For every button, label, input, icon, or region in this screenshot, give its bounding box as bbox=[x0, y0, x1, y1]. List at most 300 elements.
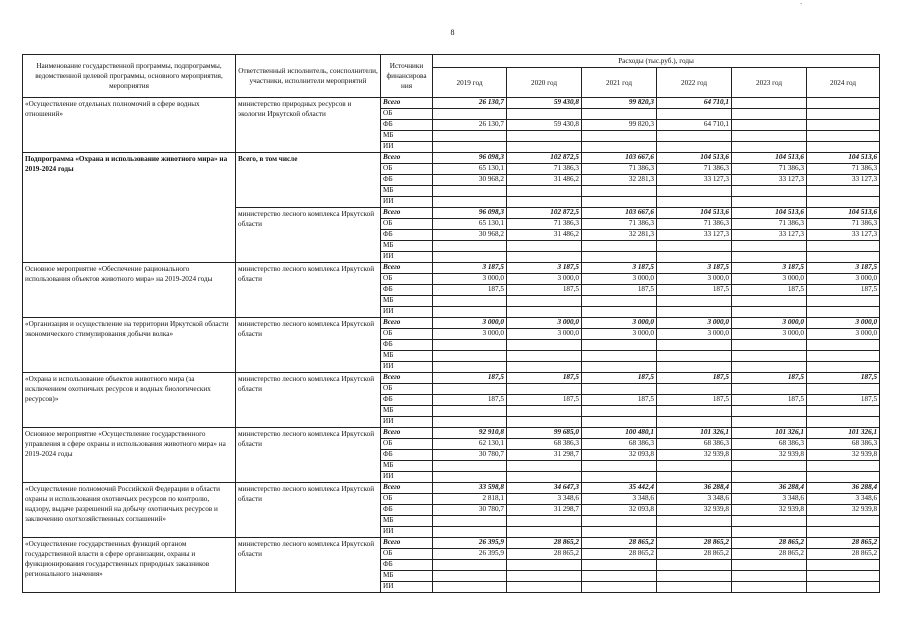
expense-value bbox=[582, 340, 657, 351]
expense-value bbox=[732, 527, 807, 538]
funding-source: Всего bbox=[381, 98, 433, 109]
expense-value bbox=[582, 571, 657, 582]
expense-value bbox=[807, 560, 880, 571]
expense-value bbox=[732, 571, 807, 582]
funding-source: Всего bbox=[381, 318, 433, 329]
expense-value bbox=[732, 131, 807, 142]
expense-value: 187,5 bbox=[732, 373, 807, 384]
expense-value bbox=[433, 560, 507, 571]
expense-value: 3 000,0 bbox=[807, 318, 880, 329]
expense-value bbox=[582, 406, 657, 417]
expense-value: 71 386,3 bbox=[582, 164, 657, 175]
expense-value: 3 000,0 bbox=[657, 329, 732, 340]
table-row bbox=[23, 98, 880, 109]
expense-value bbox=[433, 307, 507, 318]
expense-value bbox=[582, 527, 657, 538]
expense-value: 31 486,2 bbox=[507, 230, 582, 241]
expense-value: 187,5 bbox=[582, 285, 657, 296]
expense-value: 104 513,6 bbox=[807, 153, 880, 164]
expense-value bbox=[507, 351, 582, 362]
expense-value: 3 000,0 bbox=[657, 318, 732, 329]
expense-value bbox=[732, 120, 807, 131]
expense-value: 71 386,3 bbox=[582, 219, 657, 230]
expense-value: 187,5 bbox=[507, 285, 582, 296]
expense-value: 71 386,3 bbox=[507, 219, 582, 230]
funding-source: ФБ bbox=[381, 505, 433, 516]
executor-cell: министерство лесного комплекса Иркутской области bbox=[236, 538, 381, 593]
expense-value: 187,5 bbox=[582, 373, 657, 384]
funding-source: ОБ bbox=[381, 384, 433, 395]
expense-value bbox=[732, 406, 807, 417]
expense-value bbox=[732, 362, 807, 373]
expense-value bbox=[433, 516, 507, 527]
expense-value: 187,5 bbox=[433, 285, 507, 296]
expense-value: 187,5 bbox=[582, 395, 657, 406]
expense-value: 68 386,3 bbox=[507, 439, 582, 450]
expense-value: 33 127,3 bbox=[657, 175, 732, 186]
expense-value bbox=[433, 142, 507, 153]
executor-cell: министерство лесного комплекса Иркутской области bbox=[236, 208, 381, 263]
expense-value: 92 910,8 bbox=[433, 428, 507, 439]
header-year: 2022 год bbox=[657, 68, 732, 98]
expense-value: 36 288,4 bbox=[732, 483, 807, 494]
expense-value bbox=[807, 109, 880, 120]
expense-value bbox=[507, 307, 582, 318]
header-name: Наименование государственной программы, подпрограммы, ведомственной целевой программы, основного мероприятия, мероприятия bbox=[23, 55, 236, 98]
expense-value bbox=[507, 362, 582, 373]
expense-value: 3 000,0 bbox=[582, 329, 657, 340]
expense-value bbox=[507, 560, 582, 571]
table-row bbox=[23, 483, 880, 494]
expense-value bbox=[807, 186, 880, 197]
expense-value bbox=[657, 296, 732, 307]
expense-value bbox=[507, 571, 582, 582]
expense-value: 30 780,7 bbox=[433, 505, 507, 516]
expense-value bbox=[433, 527, 507, 538]
expense-value: 71 386,3 bbox=[732, 219, 807, 230]
expense-value: 32 939,8 bbox=[807, 505, 880, 516]
expense-value: 187,5 bbox=[807, 373, 880, 384]
expense-value bbox=[507, 142, 582, 153]
funding-source: ФБ bbox=[381, 230, 433, 241]
expense-value: 3 000,0 bbox=[507, 318, 582, 329]
expense-value bbox=[582, 197, 657, 208]
expense-value bbox=[657, 252, 732, 263]
expense-value: 3 187,5 bbox=[507, 263, 582, 274]
expense-value bbox=[433, 472, 507, 483]
expense-value bbox=[582, 131, 657, 142]
expense-value bbox=[582, 560, 657, 571]
funding-source: ОБ bbox=[381, 329, 433, 340]
funding-source: ИИ bbox=[381, 582, 433, 593]
corner-mark: ` bbox=[800, 2, 803, 10]
expense-value: 32 939,8 bbox=[732, 450, 807, 461]
expense-value: 59 430,8 bbox=[507, 98, 582, 109]
expense-value: 102 872,5 bbox=[507, 208, 582, 219]
expense-value: 32 939,8 bbox=[657, 450, 732, 461]
expense-value: 68 386,3 bbox=[582, 439, 657, 450]
header-source: Источники финансирова ния bbox=[381, 55, 433, 98]
header-expenses: Расходы (тыс.руб.), годы bbox=[433, 55, 880, 68]
funding-source: МБ bbox=[381, 241, 433, 252]
expense-value: 3 000,0 bbox=[807, 274, 880, 285]
expense-value: 31 486,2 bbox=[507, 175, 582, 186]
expense-value: 28 865,2 bbox=[582, 549, 657, 560]
funding-source: ОБ bbox=[381, 494, 433, 505]
expense-value: 96 098,3 bbox=[433, 208, 507, 219]
expense-value: 3 187,5 bbox=[732, 263, 807, 274]
expense-value bbox=[732, 98, 807, 109]
expense-value: 68 386,3 bbox=[657, 439, 732, 450]
program-name: «Осуществление полномочий Российской Федерации в области охраны и использования охотничьих ресурсов по контролю, надзору, выдаче разрешений на добычу охотничьих ресурсов и заключению охотхозяйственных соглашений» bbox=[23, 483, 236, 538]
expense-value: 104 513,6 bbox=[807, 208, 880, 219]
expense-value bbox=[507, 131, 582, 142]
executor-cell: Всего, в том числе bbox=[236, 153, 381, 208]
expense-value bbox=[807, 241, 880, 252]
funding-source: Всего bbox=[381, 153, 433, 164]
executor-cell: министерство природных ресурсов и экологии Иркутской области bbox=[236, 98, 381, 153]
funding-source: ИИ bbox=[381, 252, 433, 263]
expense-value bbox=[807, 406, 880, 417]
funding-source: ИИ bbox=[381, 417, 433, 428]
executor-cell: министерство лесного комплекса Иркутской области bbox=[236, 373, 381, 428]
expense-value: 32 281,3 bbox=[582, 175, 657, 186]
funding-source: Всего bbox=[381, 373, 433, 384]
expense-value bbox=[732, 142, 807, 153]
expense-value bbox=[507, 417, 582, 428]
funding-source: ОБ bbox=[381, 164, 433, 175]
expense-value: 26 395,9 bbox=[433, 549, 507, 560]
expense-value bbox=[657, 472, 732, 483]
funding-source: ОБ bbox=[381, 274, 433, 285]
expense-value bbox=[657, 560, 732, 571]
expense-value bbox=[582, 142, 657, 153]
expense-value: 103 667,6 bbox=[582, 208, 657, 219]
expense-value bbox=[433, 131, 507, 142]
program-name: Основное мероприятие «Осуществление государственного управления в сфере охраны и использования животного мира» на 2019-2024 годы bbox=[23, 428, 236, 483]
expense-value: 3 000,0 bbox=[433, 274, 507, 285]
expense-value: 26 130,7 bbox=[433, 98, 507, 109]
expense-value bbox=[507, 109, 582, 120]
expense-value bbox=[433, 241, 507, 252]
expense-value bbox=[433, 406, 507, 417]
funding-source: ФБ bbox=[381, 175, 433, 186]
expense-value: 101 326,1 bbox=[732, 428, 807, 439]
funding-source: ФБ bbox=[381, 120, 433, 131]
expense-value bbox=[807, 142, 880, 153]
expense-value bbox=[582, 582, 657, 593]
expense-value bbox=[732, 461, 807, 472]
expense-value: 34 647,3 bbox=[507, 483, 582, 494]
header-executor: Ответственный исполнитель, соисполнители, участники, исполнители мероприятий bbox=[236, 55, 381, 98]
expense-value bbox=[582, 252, 657, 263]
expense-value bbox=[732, 307, 807, 318]
expense-value: 28 865,2 bbox=[732, 549, 807, 560]
expense-value: 187,5 bbox=[657, 395, 732, 406]
header-year: 2023 год bbox=[732, 68, 807, 98]
expense-value: 3 187,5 bbox=[657, 263, 732, 274]
funding-source: ИИ bbox=[381, 307, 433, 318]
expense-value bbox=[807, 307, 880, 318]
expense-value: 101 326,1 bbox=[657, 428, 732, 439]
expense-value: 187,5 bbox=[657, 373, 732, 384]
expense-value bbox=[732, 384, 807, 395]
expense-value: 96 098,3 bbox=[433, 153, 507, 164]
expense-value bbox=[507, 384, 582, 395]
funding-source: МБ bbox=[381, 461, 433, 472]
program-name: «Охрана и использование объектов животного мира (за исключением охотничьих ресурсов и водных биологических ресурсов)» bbox=[23, 373, 236, 428]
expense-value: 65 130,1 bbox=[433, 164, 507, 175]
expense-value: 3 000,0 bbox=[657, 274, 732, 285]
expense-value bbox=[732, 340, 807, 351]
expense-value bbox=[807, 296, 880, 307]
expense-value: 187,5 bbox=[807, 395, 880, 406]
expense-value: 187,5 bbox=[433, 395, 507, 406]
funding-source: Всего bbox=[381, 538, 433, 549]
expense-value: 3 348,6 bbox=[582, 494, 657, 505]
expense-value bbox=[807, 197, 880, 208]
table-row bbox=[23, 373, 880, 384]
expense-value: 71 386,3 bbox=[807, 164, 880, 175]
table-row bbox=[23, 318, 880, 329]
expense-value: 104 513,6 bbox=[657, 208, 732, 219]
expense-value bbox=[807, 417, 880, 428]
funding-source: ОБ bbox=[381, 109, 433, 120]
expense-value: 187,5 bbox=[732, 395, 807, 406]
expense-value bbox=[507, 197, 582, 208]
expense-value bbox=[582, 307, 657, 318]
funding-source: МБ bbox=[381, 296, 433, 307]
expense-value: 33 127,3 bbox=[807, 230, 880, 241]
expense-value bbox=[732, 472, 807, 483]
expense-value bbox=[582, 417, 657, 428]
expense-value bbox=[582, 362, 657, 373]
expense-value: 3 000,0 bbox=[582, 318, 657, 329]
expense-value bbox=[732, 560, 807, 571]
expense-value bbox=[807, 527, 880, 538]
expense-value bbox=[582, 109, 657, 120]
expense-value bbox=[807, 340, 880, 351]
executor-cell: министерство лесного комплекса Иркутской области bbox=[236, 483, 381, 538]
expense-value: 3 000,0 bbox=[582, 274, 657, 285]
expense-value: 2 818,1 bbox=[433, 494, 507, 505]
expense-value bbox=[732, 351, 807, 362]
expense-value: 187,5 bbox=[732, 285, 807, 296]
expense-value: 3 000,0 bbox=[433, 318, 507, 329]
funding-source: ФБ bbox=[381, 395, 433, 406]
program-name: «Осуществление государственных функций органом государственной власти в сфере организации, охраны и функционирования государственных природных заказников регионального значения» bbox=[23, 538, 236, 593]
expense-value bbox=[433, 384, 507, 395]
expense-value bbox=[732, 197, 807, 208]
expense-value bbox=[582, 296, 657, 307]
expense-value bbox=[507, 186, 582, 197]
expense-value: 3 187,5 bbox=[807, 263, 880, 274]
expense-value bbox=[807, 351, 880, 362]
expense-value: 30 780,7 bbox=[433, 450, 507, 461]
expense-value: 30 968,2 bbox=[433, 230, 507, 241]
expense-value: 3 000,0 bbox=[433, 329, 507, 340]
expense-value bbox=[507, 527, 582, 538]
expense-value bbox=[732, 417, 807, 428]
expense-value: 187,5 bbox=[807, 285, 880, 296]
expense-value: 30 968,2 bbox=[433, 175, 507, 186]
expense-value bbox=[657, 582, 732, 593]
expense-value: 3 187,5 bbox=[433, 263, 507, 274]
funding-source: ИИ bbox=[381, 197, 433, 208]
program-name: «Осуществление отдельных полномочий в сфере водных отношений» bbox=[23, 98, 236, 153]
funding-source: Всего bbox=[381, 483, 433, 494]
expense-value bbox=[807, 384, 880, 395]
expenses-table bbox=[22, 54, 880, 593]
expense-value: 32 939,8 bbox=[732, 505, 807, 516]
expense-value: 3 348,6 bbox=[807, 494, 880, 505]
expense-value bbox=[657, 351, 732, 362]
expense-value: 68 386,3 bbox=[807, 439, 880, 450]
expense-value bbox=[433, 351, 507, 362]
expense-value bbox=[657, 571, 732, 582]
funding-source: ИИ bbox=[381, 362, 433, 373]
program-name: Основное мероприятие «Обеспечение рационального использования объектов животного мира» на 2019-2024 годы bbox=[23, 263, 236, 318]
expense-value bbox=[732, 186, 807, 197]
header-year: 2019 год bbox=[433, 68, 507, 98]
expense-value bbox=[657, 131, 732, 142]
expense-value bbox=[582, 472, 657, 483]
funding-source: Всего bbox=[381, 428, 433, 439]
expense-value: 102 872,5 bbox=[507, 153, 582, 164]
expense-value: 64 710,1 bbox=[657, 98, 732, 109]
funding-source: МБ bbox=[381, 186, 433, 197]
expense-value: 103 667,6 bbox=[582, 153, 657, 164]
expense-value: 71 386,3 bbox=[657, 164, 732, 175]
expense-value bbox=[433, 417, 507, 428]
funding-source: ОБ bbox=[381, 439, 433, 450]
expense-value: 32 093,8 bbox=[582, 505, 657, 516]
funding-source: МБ bbox=[381, 351, 433, 362]
expense-value bbox=[807, 362, 880, 373]
expense-value bbox=[807, 472, 880, 483]
expense-value: 3 348,6 bbox=[507, 494, 582, 505]
expense-value: 104 513,6 bbox=[657, 153, 732, 164]
expense-value: 28 865,2 bbox=[807, 538, 880, 549]
expense-value: 33 127,3 bbox=[732, 175, 807, 186]
funding-source: ИИ bbox=[381, 527, 433, 538]
expense-value: 28 865,2 bbox=[732, 538, 807, 549]
expense-value bbox=[657, 362, 732, 373]
funding-source: МБ bbox=[381, 571, 433, 582]
expense-value: 59 430,8 bbox=[507, 120, 582, 131]
expense-value: 65 130,1 bbox=[433, 219, 507, 230]
expense-value bbox=[507, 406, 582, 417]
expense-value bbox=[807, 571, 880, 582]
expense-value: 3 000,0 bbox=[732, 318, 807, 329]
expense-value: 68 386,3 bbox=[732, 439, 807, 450]
expense-value: 100 480,1 bbox=[582, 428, 657, 439]
expense-value: 187,5 bbox=[433, 373, 507, 384]
executor-cell: министерство лесного комплекса Иркутской области bbox=[236, 428, 381, 483]
expense-value bbox=[657, 527, 732, 538]
expense-value bbox=[657, 241, 732, 252]
expense-value: 33 598,8 bbox=[433, 483, 507, 494]
funding-source: Всего bbox=[381, 208, 433, 219]
expense-value: 71 386,3 bbox=[732, 164, 807, 175]
table-row bbox=[23, 428, 880, 439]
funding-source: ФБ bbox=[381, 340, 433, 351]
funding-source: МБ bbox=[381, 516, 433, 527]
expense-value: 3 348,6 bbox=[657, 494, 732, 505]
expense-value bbox=[807, 461, 880, 472]
expense-value: 36 288,4 bbox=[807, 483, 880, 494]
expense-value: 71 386,3 bbox=[657, 219, 732, 230]
expense-value: 3 000,0 bbox=[732, 329, 807, 340]
expense-value: 32 939,8 bbox=[807, 450, 880, 461]
table-body bbox=[23, 98, 880, 593]
funding-source: ИИ bbox=[381, 142, 433, 153]
expense-value: 32 939,8 bbox=[657, 505, 732, 516]
expense-value bbox=[582, 186, 657, 197]
expense-value bbox=[507, 582, 582, 593]
expense-value bbox=[582, 516, 657, 527]
header-year: 2020 год bbox=[507, 68, 582, 98]
expense-value: 99 820,3 bbox=[582, 120, 657, 131]
executor-cell: министерство лесного комплекса Иркутской области bbox=[236, 263, 381, 318]
funding-source: Всего bbox=[381, 263, 433, 274]
expense-value bbox=[807, 120, 880, 131]
expense-value: 33 127,3 bbox=[807, 175, 880, 186]
expense-value bbox=[433, 362, 507, 373]
expense-value bbox=[433, 582, 507, 593]
expense-value: 32 281,3 bbox=[582, 230, 657, 241]
expense-value: 104 513,6 bbox=[732, 153, 807, 164]
program-name: «Организация и осуществление на территории Иркутской области экономического стимулирования добычи волка» bbox=[23, 318, 236, 373]
expense-value bbox=[582, 384, 657, 395]
expense-value: 3 000,0 bbox=[507, 274, 582, 285]
expense-value: 99 685,0 bbox=[507, 428, 582, 439]
funding-source: ИИ bbox=[381, 472, 433, 483]
expense-value bbox=[433, 186, 507, 197]
expense-value bbox=[732, 241, 807, 252]
expense-value bbox=[507, 516, 582, 527]
expense-value: 33 127,3 bbox=[657, 230, 732, 241]
funding-source: ФБ bbox=[381, 560, 433, 571]
expense-value bbox=[582, 461, 657, 472]
expense-value: 187,5 bbox=[507, 373, 582, 384]
expense-value bbox=[732, 252, 807, 263]
page-number: 8 bbox=[450, 28, 455, 37]
funding-source: ОБ bbox=[381, 219, 433, 230]
expense-value: 104 513,6 bbox=[732, 208, 807, 219]
expense-value bbox=[657, 197, 732, 208]
expense-value bbox=[657, 142, 732, 153]
funding-source: МБ bbox=[381, 406, 433, 417]
expense-value bbox=[657, 186, 732, 197]
expense-value bbox=[507, 252, 582, 263]
expense-value: 101 326,1 bbox=[807, 428, 880, 439]
expense-value: 71 386,3 bbox=[507, 164, 582, 175]
expense-value bbox=[507, 241, 582, 252]
expense-value bbox=[657, 516, 732, 527]
expense-value bbox=[807, 582, 880, 593]
expense-value: 71 386,3 bbox=[807, 219, 880, 230]
expense-value bbox=[507, 296, 582, 307]
expense-value bbox=[657, 406, 732, 417]
expense-value: 3 000,0 bbox=[732, 274, 807, 285]
expense-value: 28 865,2 bbox=[657, 538, 732, 549]
expense-value: 3 348,6 bbox=[732, 494, 807, 505]
expense-value bbox=[807, 252, 880, 263]
expense-value bbox=[507, 461, 582, 472]
expense-value bbox=[657, 461, 732, 472]
expense-value bbox=[657, 384, 732, 395]
